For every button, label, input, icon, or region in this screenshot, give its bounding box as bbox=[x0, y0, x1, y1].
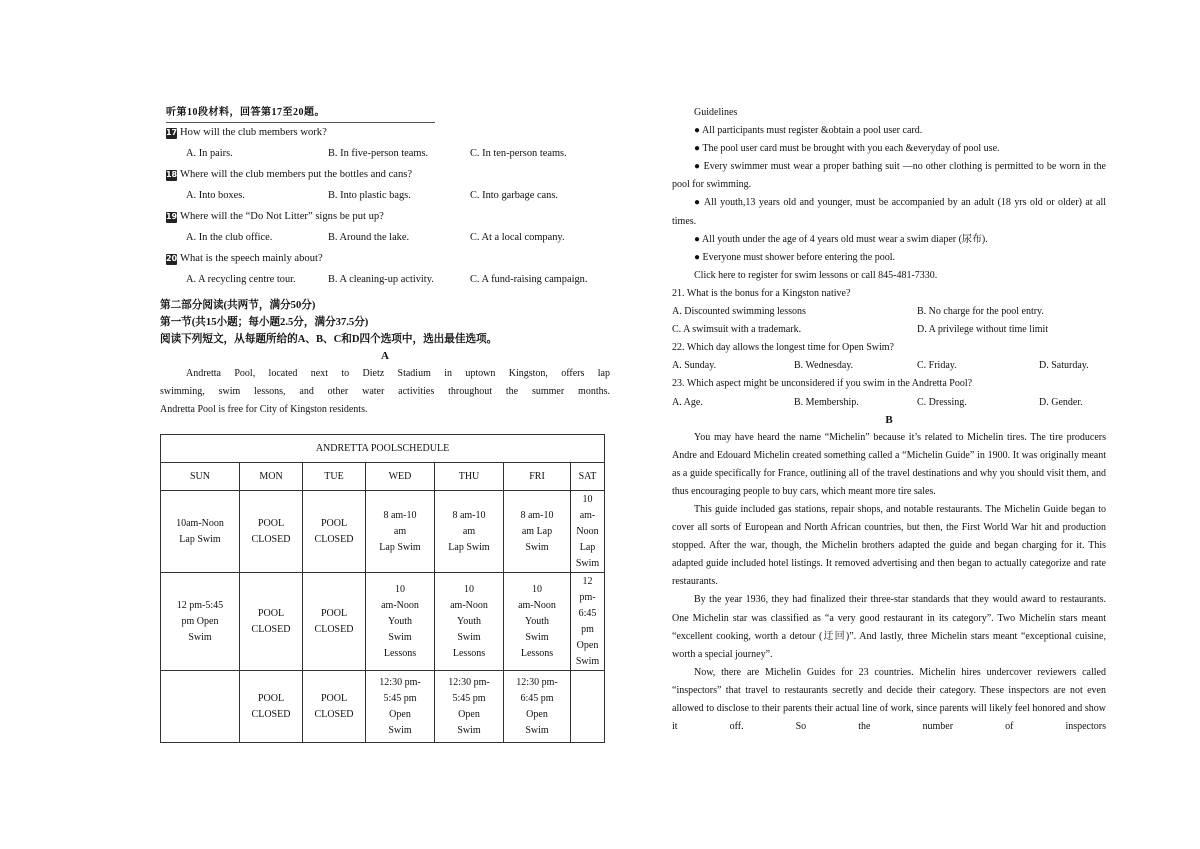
option: A. A recycling centre tour. bbox=[186, 274, 296, 285]
schedule-cell: 12:30 pm- 5:45 pm Open Swim bbox=[366, 671, 435, 743]
schedule-cell: 10am-Noon Lap Swim bbox=[161, 491, 240, 573]
schedule-cell: 10 am-Noon Youth Swim Lessons bbox=[435, 573, 504, 671]
schedule-cell: 8 am-10 am Lap Swim bbox=[435, 491, 504, 573]
schedule-cell bbox=[161, 671, 240, 743]
question-19-options bbox=[186, 227, 610, 249]
day-header: WED bbox=[366, 463, 435, 491]
q21-options-row-2 bbox=[672, 321, 1106, 339]
day-header: THU bbox=[435, 463, 504, 491]
schedule-row bbox=[161, 671, 605, 743]
guidelines-title: Guidelines bbox=[694, 107, 738, 118]
schedule-cell bbox=[571, 671, 605, 743]
day-header: FRI bbox=[504, 463, 571, 491]
instruction: 阅读下列短文，从每题所给的A、B、C和D四个选项中，选出最佳选项。 bbox=[160, 334, 498, 345]
guidelines-list bbox=[672, 122, 1106, 285]
question-22: 22. Which day allows the longest time for Open Swim? bbox=[672, 342, 894, 354]
schedule-title: ANDRETTA POOLSCHEDULE bbox=[161, 435, 605, 463]
pool-schedule-table bbox=[160, 434, 605, 743]
passage-a-line-1: Andretta Pool, located next to Dietz Stadium in uptown Kingston, offers lap bbox=[186, 368, 610, 379]
q21-option-a: A. Discounted swimming lessons bbox=[672, 306, 806, 318]
option: C. Into garbage cans. bbox=[470, 190, 559, 201]
guideline-item: ● All participants must register &obtain a pool user card. bbox=[694, 125, 923, 137]
question-23: 23. Which aspect might be unconsidered if you swim in the Andretta Pool? bbox=[672, 378, 973, 390]
day-header: TUE bbox=[303, 463, 366, 491]
question-text: How will the club members work? bbox=[180, 127, 327, 138]
listening-intro: 听第10段材料，回答第17至20题。 bbox=[166, 104, 435, 123]
part-title: 第二部分阅读(共两节，满分50分) bbox=[160, 300, 316, 311]
question-number-badge: 17 bbox=[165, 128, 178, 137]
schedule-cell: POOL CLOSED bbox=[303, 491, 366, 573]
q23-option-c: C. Dressing. bbox=[917, 396, 967, 408]
schedule-cell: 10 am-Noon Lap Swim bbox=[571, 491, 605, 573]
question-20 bbox=[166, 249, 610, 269]
passage-b-paragraph: By the year 1936, they had finalized their three-star standards that they would award to restaurants. One Michelin star was classified as “a very good restaurant in its category”. Two Michelin stars meant “excellent cooking, worth a detour (迂回)”. And lastly, three Michelin stars meant “exceptional cuisine, worth a special journey”. bbox=[672, 594, 1106, 660]
question-text: Where will the “Do Not Litter” signs be put up? bbox=[180, 211, 384, 222]
q23-option-d: D. Gender. bbox=[1039, 396, 1083, 408]
passage-a-line-3: Andretta Pool is free for City of Kingston residents. bbox=[160, 404, 368, 415]
passage-b-label: B bbox=[885, 413, 893, 426]
q21-option-b: B. No charge for the pool entry. bbox=[917, 306, 1044, 318]
schedule-cell: 8 am-10 am Lap Swim bbox=[366, 491, 435, 573]
option: B. In five-person teams. bbox=[328, 148, 429, 159]
section-title: 第一节(共15小题；每小题2.5分，满分37.5分) bbox=[160, 317, 369, 328]
question-number-badge: 18 bbox=[165, 170, 178, 179]
question-19 bbox=[166, 207, 610, 227]
day-header: SAT bbox=[571, 463, 605, 491]
schedule-cell: POOL CLOSED bbox=[240, 573, 303, 671]
option: C. A fund-raising campaign. bbox=[470, 274, 588, 285]
option: B. Into plastic bags. bbox=[328, 190, 411, 201]
option: A. In the club office. bbox=[186, 232, 273, 243]
schedule-cell: POOL CLOSED bbox=[303, 671, 366, 743]
guideline-item: ● The pool user card must be brought with you each &everyday of pool use. bbox=[694, 143, 1000, 155]
q23-options-row bbox=[672, 394, 1106, 412]
passage-b-paragraph: Now, there are Michelin Guides for 23 countries. Michelin hires undercover reviewers called “inspectors” that travel to restaurants secretly and decide their category. These inspectors are not even allowed to disclose to their parents their actual line of work, since parents will likely feel honored and show it off. So the number of inspectors bbox=[672, 666, 1106, 733]
passage-b-paragraph: You may have heard the name “Michelin” because it’s related to Michelin tires. The tire producers Andre and Edouard Michelin created something called a “Michelin Guide” in 1900. It was originally meant as a guide specifically for France, outlining all of the travel destinations and why you should visit them, and thus encouraging people to buy cars, which meant more tire sales. bbox=[672, 431, 1106, 497]
guideline-item: ● Every swimmer must wear a proper bathing suit —no other clothing is permitted to be worn in the pool for swimming. bbox=[672, 161, 1106, 191]
schedule-cell: 10 am-Noon Youth Swim Lessons bbox=[366, 573, 435, 671]
passage-a-line-2: swimming, swim lessons, and other water activities throughout the summer months. bbox=[160, 386, 610, 397]
q22-option-c: C. Friday. bbox=[917, 360, 957, 372]
q23-option-b: B. Membership. bbox=[794, 396, 859, 408]
schedule-cell: 12 pm-6:45 pm Open Swim bbox=[571, 573, 605, 671]
guideline-item: Click here to register for swim lessons or call 845-481-7330. bbox=[694, 269, 938, 281]
question-18-options bbox=[186, 185, 610, 207]
schedule-cell: POOL CLOSED bbox=[303, 573, 366, 671]
question-number-badge: 19 bbox=[165, 212, 178, 221]
q23-option-a: A. Age. bbox=[672, 396, 703, 408]
schedule-cell: POOL CLOSED bbox=[240, 491, 303, 573]
option: B. Around the lake. bbox=[328, 232, 410, 243]
guideline-item: ● Everyone must shower before entering the pool. bbox=[694, 251, 895, 263]
passage-a-label: A bbox=[381, 350, 389, 362]
q22-options-row bbox=[672, 357, 1106, 375]
listening-questions bbox=[160, 123, 610, 291]
right-column bbox=[672, 104, 1106, 736]
schedule-row bbox=[161, 491, 605, 573]
q22-option-b: B. Wednesday. bbox=[794, 360, 854, 372]
schedule-cell: 12:30 pm- 5:45 pm Open Swim bbox=[435, 671, 504, 743]
schedule-row bbox=[161, 573, 605, 671]
schedule-cell: 8 am-10 am Lap Swim bbox=[504, 491, 571, 573]
schedule-cell: 10 am-Noon Youth Swim Lessons bbox=[504, 573, 571, 671]
passage-b-body bbox=[672, 429, 1106, 737]
q22-option-d: D. Saturday. bbox=[1039, 360, 1089, 372]
q21-option-d: D. A privilege without time limit bbox=[917, 324, 1049, 336]
question-text: What is the speech mainly about? bbox=[180, 253, 323, 264]
option: C. In ten-person teams. bbox=[470, 148, 567, 159]
question-21: 21. What is the bonus for a Kingston native? bbox=[672, 287, 851, 299]
question-17-options bbox=[186, 143, 610, 165]
question-20-options bbox=[186, 269, 610, 291]
left-column bbox=[160, 104, 610, 419]
schedule-cell: 12 pm-5:45 pm Open Swim bbox=[161, 573, 240, 671]
day-header: SUN bbox=[161, 463, 240, 491]
guideline-item: ● All youth,13 years old and younger, must be accompanied by an adult (18 yrs old or older) at all times. bbox=[672, 197, 1106, 227]
q22-option-a: A. Sunday. bbox=[672, 360, 717, 372]
option: C. At a local company. bbox=[470, 232, 565, 243]
schedule-cell: 12:30 pm- 6:45 pm Open Swim bbox=[504, 671, 571, 743]
passage-b-paragraph: This guide included gas stations, repair shops, and notable restaurants. The Michelin Guide began to cover all sorts of European and North African countries, but then, the First World War hit and production stopped. After the war, though, the Michelin brothers adapted the guide and began charging for it. This adapted guide included hotel listings. It removed advertising and then began to actually categorize and rate restaurants. bbox=[672, 503, 1106, 588]
schedule-cell: POOL CLOSED bbox=[240, 671, 303, 743]
guideline-item: ● All youth under the age of 4 years old must wear a swim diaper (尿布). bbox=[694, 233, 988, 245]
question-number-badge: 20 bbox=[165, 254, 178, 263]
option: A. In pairs. bbox=[186, 148, 233, 159]
option: B. A cleaning-up activity. bbox=[328, 274, 434, 285]
schedule-days-row bbox=[161, 463, 605, 491]
question-18 bbox=[166, 165, 610, 185]
question-text: Where will the club members put the bottles and cans? bbox=[180, 169, 413, 180]
option: A. Into boxes. bbox=[186, 190, 245, 201]
q21-options-row-1 bbox=[672, 303, 1106, 321]
day-header: MON bbox=[240, 463, 303, 491]
q21-option-c: C. A swimsuit with a trademark. bbox=[672, 324, 802, 336]
question-17 bbox=[166, 123, 610, 143]
